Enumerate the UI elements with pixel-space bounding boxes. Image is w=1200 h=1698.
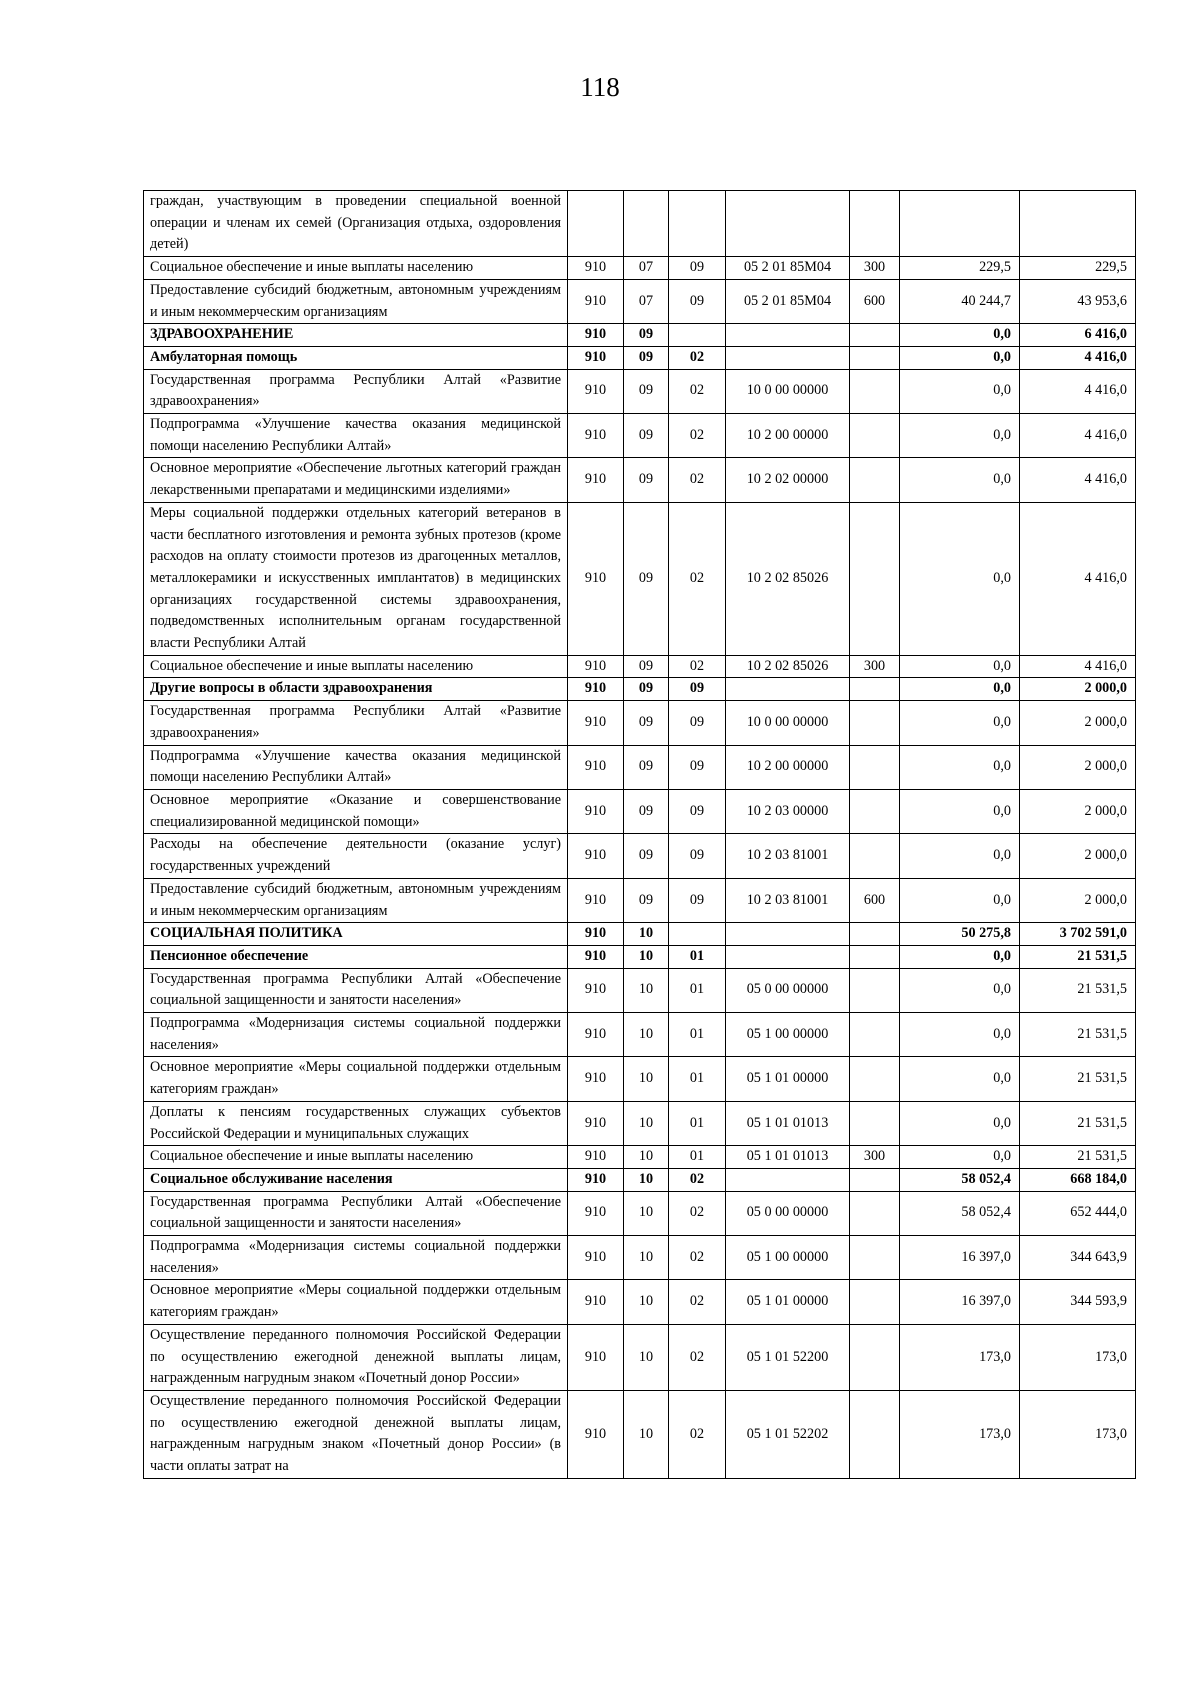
amount-year2-cell xyxy=(1020,191,1136,257)
expense-type-cell xyxy=(850,1101,900,1145)
section-code-cell: 10 xyxy=(624,1168,669,1191)
expense-name-cell: Расходы на обеспечение деятельности (оказание услуг) государственных учреждений xyxy=(144,834,568,878)
amount-year1-cell: 0,0 xyxy=(900,346,1020,369)
amount-year1-cell: 0,0 xyxy=(900,502,1020,655)
expense-name-cell: Подпрограмма «Улучшение качества оказания медицинской помощи населению Республики Алтай» xyxy=(144,745,568,789)
expense-name-cell: Амбулаторная помощь xyxy=(144,346,568,369)
section-code-cell: 09 xyxy=(624,701,669,745)
section-code-cell: 09 xyxy=(624,502,669,655)
admin-code-cell: 910 xyxy=(568,945,624,968)
subsection-code-cell: 01 xyxy=(669,1013,726,1057)
target-article-cell: 10 2 02 85026 xyxy=(726,655,850,678)
amount-year1-cell: 0,0 xyxy=(900,1057,1020,1101)
table-row xyxy=(144,1191,1136,1235)
table-row xyxy=(144,369,1136,413)
table-row xyxy=(144,502,1136,655)
target-article-cell: 05 1 01 01013 xyxy=(726,1146,850,1169)
expense-name-cell: Государственная программа Республики Алтай «Развитие здравоохранения» xyxy=(144,701,568,745)
expense-name-cell: Основное мероприятие «Обеспечение льготных категорий граждан лекарственными препаратами и медицинскими изделиями» xyxy=(144,458,568,502)
expense-type-cell xyxy=(850,1324,900,1390)
table-row xyxy=(144,191,1136,257)
expense-name-cell: граждан, участвующим в проведении специальной военной операции и членам их семей (Организация отдыха, оздоровления детей) xyxy=(144,191,568,257)
section-code-cell: 09 xyxy=(624,458,669,502)
amount-year2-cell: 4 416,0 xyxy=(1020,502,1136,655)
section-code-cell: 10 xyxy=(624,1146,669,1169)
subsection-code-cell: 01 xyxy=(669,1146,726,1169)
target-article-cell: 10 2 03 00000 xyxy=(726,789,850,833)
target-article-cell xyxy=(726,1168,850,1191)
expense-name-cell: Предоставление субсидий бюджетным, автономным учреждениям и иным некоммерческим организациям xyxy=(144,279,568,323)
expense-name-cell: Осуществление переданного полномочия Российской Федерации по осуществлению ежегодной денежной выплаты лицам, награжденным нагрудным знаком «Почетный донор России» xyxy=(144,1324,568,1390)
amount-year2-cell: 2 000,0 xyxy=(1020,678,1136,701)
expense-type-cell xyxy=(850,191,900,257)
section-code-cell: 10 xyxy=(624,968,669,1012)
section-code-cell: 10 xyxy=(624,1013,669,1057)
target-article-cell: 05 1 00 00000 xyxy=(726,1013,850,1057)
section-code-cell: 07 xyxy=(624,279,669,323)
expense-name-cell: Государственная программа Республики Алтай «Обеспечение социальной защищенности и занятости населения» xyxy=(144,968,568,1012)
amount-year1-cell: 173,0 xyxy=(900,1390,1020,1478)
subsection-code-cell: 09 xyxy=(669,701,726,745)
amount-year2-cell: 4 416,0 xyxy=(1020,369,1136,413)
section-code-cell: 09 xyxy=(624,789,669,833)
expense-name-cell: ЗДРАВООХРАНЕНИЕ xyxy=(144,324,568,347)
expense-name-cell: Подпрограмма «Модернизация системы социальной поддержки населения» xyxy=(144,1013,568,1057)
subsection-code-cell: 02 xyxy=(669,414,726,458)
amount-year1-cell: 0,0 xyxy=(900,1146,1020,1169)
subsection-code-cell: 09 xyxy=(669,257,726,280)
expense-name-cell: Основное мероприятие «Меры социальной поддержки отдельным категориям граждан» xyxy=(144,1280,568,1324)
section-code-cell: 09 xyxy=(624,678,669,701)
admin-code-cell: 910 xyxy=(568,458,624,502)
expense-name-cell: Доплаты к пенсиям государственных служащих субъектов Российской Федерации и муниципальных служащих xyxy=(144,1101,568,1145)
expense-type-cell xyxy=(850,1280,900,1324)
expense-type-cell: 600 xyxy=(850,279,900,323)
expense-type-cell xyxy=(850,789,900,833)
admin-code-cell: 910 xyxy=(568,1324,624,1390)
target-article-cell xyxy=(726,945,850,968)
amount-year1-cell: 16 397,0 xyxy=(900,1236,1020,1280)
section-code-cell: 10 xyxy=(624,1324,669,1390)
target-article-cell xyxy=(726,346,850,369)
amount-year2-cell: 668 184,0 xyxy=(1020,1168,1136,1191)
section-code-cell xyxy=(624,191,669,257)
section-code-cell: 10 xyxy=(624,1101,669,1145)
table-row xyxy=(144,789,1136,833)
admin-code-cell: 910 xyxy=(568,324,624,347)
target-article-cell: 05 0 00 00000 xyxy=(726,1191,850,1235)
admin-code-cell xyxy=(568,191,624,257)
table-row xyxy=(144,1280,1136,1324)
section-code-cell: 10 xyxy=(624,923,669,946)
expense-type-cell xyxy=(850,1013,900,1057)
amount-year1-cell: 0,0 xyxy=(900,678,1020,701)
section-code-cell: 09 xyxy=(624,745,669,789)
expense-name-cell: Подпрограмма «Модернизация системы социальной поддержки населения» xyxy=(144,1236,568,1280)
admin-code-cell: 910 xyxy=(568,655,624,678)
subsection-code-cell: 01 xyxy=(669,945,726,968)
amount-year2-cell: 2 000,0 xyxy=(1020,701,1136,745)
admin-code-cell: 910 xyxy=(568,279,624,323)
expense-type-cell xyxy=(850,1191,900,1235)
expense-name-cell: Пенсионное обеспечение xyxy=(144,945,568,968)
expense-type-cell xyxy=(850,1236,900,1280)
target-article-cell: 10 2 00 00000 xyxy=(726,745,850,789)
section-code-cell: 10 xyxy=(624,945,669,968)
amount-year2-cell: 2 000,0 xyxy=(1020,834,1136,878)
amount-year1-cell: 50 275,8 xyxy=(900,923,1020,946)
expense-type-cell xyxy=(850,1168,900,1191)
amount-year1-cell: 0,0 xyxy=(900,369,1020,413)
amount-year1-cell: 0,0 xyxy=(900,789,1020,833)
target-article-cell: 05 0 00 00000 xyxy=(726,968,850,1012)
expense-type-cell xyxy=(850,701,900,745)
amount-year1-cell: 0,0 xyxy=(900,745,1020,789)
amount-year2-cell: 344 643,9 xyxy=(1020,1236,1136,1280)
table-row xyxy=(144,1390,1136,1478)
admin-code-cell: 910 xyxy=(568,968,624,1012)
target-article-cell: 05 2 01 85М04 xyxy=(726,279,850,323)
target-article-cell: 05 1 01 00000 xyxy=(726,1057,850,1101)
target-article-cell: 05 1 01 52200 xyxy=(726,1324,850,1390)
admin-code-cell: 910 xyxy=(568,1191,624,1235)
subsection-code-cell: 02 xyxy=(669,346,726,369)
target-article-cell: 10 2 03 81001 xyxy=(726,834,850,878)
table-row xyxy=(144,701,1136,745)
amount-year1-cell: 0,0 xyxy=(900,968,1020,1012)
table-row xyxy=(144,1168,1136,1191)
expense-name-cell: Социальное обеспечение и иные выплаты населению xyxy=(144,655,568,678)
section-code-cell: 09 xyxy=(624,369,669,413)
amount-year2-cell: 21 531,5 xyxy=(1020,945,1136,968)
expense-name-cell: Основное мероприятие «Меры социальной поддержки отдельным категориям граждан» xyxy=(144,1057,568,1101)
amount-year2-cell: 344 593,9 xyxy=(1020,1280,1136,1324)
amount-year2-cell: 21 531,5 xyxy=(1020,1013,1136,1057)
target-article-cell: 10 0 00 00000 xyxy=(726,701,850,745)
expense-type-cell xyxy=(850,346,900,369)
table-row xyxy=(144,745,1136,789)
amount-year2-cell: 6 416,0 xyxy=(1020,324,1136,347)
amount-year2-cell: 43 953,6 xyxy=(1020,279,1136,323)
amount-year2-cell: 21 531,5 xyxy=(1020,1146,1136,1169)
table-row xyxy=(144,279,1136,323)
admin-code-cell: 910 xyxy=(568,257,624,280)
table-row xyxy=(144,1101,1136,1145)
expense-type-cell xyxy=(850,745,900,789)
expense-type-cell xyxy=(850,945,900,968)
subsection-code-cell: 02 xyxy=(669,1191,726,1235)
expense-name-cell: Подпрограмма «Улучшение качества оказания медицинской помощи населению Республики Алтай» xyxy=(144,414,568,458)
table-row xyxy=(144,257,1136,280)
target-article-cell: 10 2 02 85026 xyxy=(726,502,850,655)
table-row xyxy=(144,655,1136,678)
expense-type-cell xyxy=(850,923,900,946)
amount-year1-cell: 0,0 xyxy=(900,878,1020,922)
amount-year1-cell: 0,0 xyxy=(900,834,1020,878)
amount-year1-cell: 40 244,7 xyxy=(900,279,1020,323)
expense-name-cell: Предоставление субсидий бюджетным, автономным учреждениям и иным некоммерческим организациям xyxy=(144,878,568,922)
target-article-cell: 05 1 01 00000 xyxy=(726,1280,850,1324)
admin-code-cell: 910 xyxy=(568,346,624,369)
admin-code-cell: 910 xyxy=(568,1146,624,1169)
amount-year2-cell: 4 416,0 xyxy=(1020,346,1136,369)
amount-year2-cell: 4 416,0 xyxy=(1020,458,1136,502)
amount-year1-cell: 0,0 xyxy=(900,414,1020,458)
admin-code-cell: 910 xyxy=(568,369,624,413)
amount-year2-cell: 2 000,0 xyxy=(1020,878,1136,922)
section-code-cell: 09 xyxy=(624,324,669,347)
amount-year2-cell: 652 444,0 xyxy=(1020,1191,1136,1235)
amount-year2-cell: 21 531,5 xyxy=(1020,1101,1136,1145)
page-number: 118 xyxy=(580,72,620,102)
expense-name-cell: Государственная программа Республики Алтай «Обеспечение социальной защищенности и занятости населения» xyxy=(144,1191,568,1235)
subsection-code-cell: 09 xyxy=(669,678,726,701)
target-article-cell: 05 2 01 85М04 xyxy=(726,257,850,280)
admin-code-cell: 910 xyxy=(568,745,624,789)
target-article-cell: 10 2 00 00000 xyxy=(726,414,850,458)
section-code-cell: 10 xyxy=(624,1280,669,1324)
amount-year1-cell: 0,0 xyxy=(900,458,1020,502)
amount-year2-cell: 173,0 xyxy=(1020,1324,1136,1390)
section-code-cell: 09 xyxy=(624,346,669,369)
expense-name-cell: Основное мероприятие «Оказание и совершенствование специализированной медицинской помощи» xyxy=(144,789,568,833)
table-row xyxy=(144,878,1136,922)
amount-year1-cell: 0,0 xyxy=(900,324,1020,347)
subsection-code-cell: 02 xyxy=(669,1168,726,1191)
expense-name-cell: Социальное обеспечение и иные выплаты населению xyxy=(144,257,568,280)
table-row xyxy=(144,945,1136,968)
table-row xyxy=(144,414,1136,458)
expense-name-cell: Социальное обслуживание населения xyxy=(144,1168,568,1191)
subsection-code-cell: 09 xyxy=(669,789,726,833)
subsection-code-cell: 02 xyxy=(669,1390,726,1478)
amount-year2-cell: 3 702 591,0 xyxy=(1020,923,1136,946)
amount-year2-cell: 21 531,5 xyxy=(1020,1057,1136,1101)
amount-year2-cell: 173,0 xyxy=(1020,1390,1136,1478)
amount-year1-cell: 0,0 xyxy=(900,1101,1020,1145)
expense-name-cell: Социальное обеспечение и иные выплаты населению xyxy=(144,1146,568,1169)
table-row xyxy=(144,678,1136,701)
expense-name-cell: Осуществление переданного полномочия Российской Федерации по осуществлению ежегодной денежной выплаты лицам, награжденным нагрудным знаком «Почетный донор России» (в части оплаты затрат на xyxy=(144,1390,568,1478)
subsection-code-cell xyxy=(669,324,726,347)
amount-year1-cell: 0,0 xyxy=(900,1013,1020,1057)
amount-year1-cell: 173,0 xyxy=(900,1324,1020,1390)
expense-type-cell: 300 xyxy=(850,257,900,280)
target-article-cell: 10 2 02 00000 xyxy=(726,458,850,502)
table-row xyxy=(144,1057,1136,1101)
expense-type-cell: 300 xyxy=(850,655,900,678)
subsection-code-cell: 02 xyxy=(669,1236,726,1280)
admin-code-cell: 910 xyxy=(568,1168,624,1191)
admin-code-cell: 910 xyxy=(568,1280,624,1324)
target-article-cell: 10 2 03 81001 xyxy=(726,878,850,922)
subsection-code-cell xyxy=(669,923,726,946)
expense-name-cell: СОЦИАЛЬНАЯ ПОЛИТИКА xyxy=(144,923,568,946)
subsection-code-cell: 02 xyxy=(669,369,726,413)
amount-year2-cell: 4 416,0 xyxy=(1020,414,1136,458)
section-code-cell: 09 xyxy=(624,414,669,458)
admin-code-cell: 910 xyxy=(568,1101,624,1145)
subsection-code-cell: 09 xyxy=(669,834,726,878)
amount-year2-cell: 21 531,5 xyxy=(1020,968,1136,1012)
expense-type-cell xyxy=(850,1390,900,1478)
section-code-cell: 09 xyxy=(624,878,669,922)
admin-code-cell: 910 xyxy=(568,701,624,745)
expense-type-cell xyxy=(850,1057,900,1101)
admin-code-cell: 910 xyxy=(568,789,624,833)
admin-code-cell: 910 xyxy=(568,1013,624,1057)
amount-year1-cell xyxy=(900,191,1020,257)
admin-code-cell: 910 xyxy=(568,1236,624,1280)
amount-year1-cell: 0,0 xyxy=(900,655,1020,678)
subsection-code-cell xyxy=(669,191,726,257)
admin-code-cell: 910 xyxy=(568,834,624,878)
target-article-cell: 05 1 00 00000 xyxy=(726,1236,850,1280)
table-row xyxy=(144,346,1136,369)
target-article-cell xyxy=(726,923,850,946)
amount-year1-cell: 0,0 xyxy=(900,701,1020,745)
amount-year1-cell: 16 397,0 xyxy=(900,1280,1020,1324)
expense-type-cell: 600 xyxy=(850,878,900,922)
expense-name-cell: Другие вопросы в области здравоохранения xyxy=(144,678,568,701)
amount-year1-cell: 58 052,4 xyxy=(900,1191,1020,1235)
section-code-cell: 07 xyxy=(624,257,669,280)
amount-year2-cell: 229,5 xyxy=(1020,257,1136,280)
budget-table xyxy=(143,190,1136,1479)
subsection-code-cell: 02 xyxy=(669,502,726,655)
target-article-cell: 05 1 01 01013 xyxy=(726,1101,850,1145)
subsection-code-cell: 01 xyxy=(669,1101,726,1145)
table-row xyxy=(144,834,1136,878)
section-code-cell: 09 xyxy=(624,834,669,878)
expense-type-cell xyxy=(850,458,900,502)
section-code-cell: 10 xyxy=(624,1236,669,1280)
amount-year1-cell: 0,0 xyxy=(900,945,1020,968)
subsection-code-cell: 09 xyxy=(669,745,726,789)
amount-year1-cell: 229,5 xyxy=(900,257,1020,280)
table-row xyxy=(144,968,1136,1012)
admin-code-cell: 910 xyxy=(568,1057,624,1101)
amount-year2-cell: 2 000,0 xyxy=(1020,789,1136,833)
expense-name-cell: Меры социальной поддержки отдельных категорий ветеранов в части бесплатного изготовления и ремонта зубных протезов (кроме расходов на оплату стоимости протезов из драгоценных металлов, металлокерамики и искусственных имплантатов) в медицинских организациях государственной системы здравоохранения, подведомственных исполнительным органам государственной власти Республики Алтай xyxy=(144,502,568,655)
expense-type-cell xyxy=(850,678,900,701)
subsection-code-cell: 01 xyxy=(669,968,726,1012)
expense-type-cell xyxy=(850,502,900,655)
table-row xyxy=(144,1236,1136,1280)
table-row xyxy=(144,923,1136,946)
admin-code-cell: 910 xyxy=(568,1390,624,1478)
expense-name-cell: Государственная программа Республики Алтай «Развитие здравоохранения» xyxy=(144,369,568,413)
admin-code-cell: 910 xyxy=(568,678,624,701)
admin-code-cell: 910 xyxy=(568,878,624,922)
target-article-cell xyxy=(726,191,850,257)
admin-code-cell: 910 xyxy=(568,414,624,458)
expense-type-cell xyxy=(850,324,900,347)
table-row xyxy=(144,1013,1136,1057)
amount-year1-cell: 58 052,4 xyxy=(900,1168,1020,1191)
subsection-code-cell: 09 xyxy=(669,878,726,922)
target-article-cell xyxy=(726,324,850,347)
subsection-code-cell: 09 xyxy=(669,279,726,323)
subsection-code-cell: 02 xyxy=(669,1280,726,1324)
admin-code-cell: 910 xyxy=(568,923,624,946)
amount-year2-cell: 4 416,0 xyxy=(1020,655,1136,678)
expense-type-cell xyxy=(850,414,900,458)
section-code-cell: 10 xyxy=(624,1057,669,1101)
expense-type-cell xyxy=(850,968,900,1012)
subsection-code-cell: 02 xyxy=(669,1324,726,1390)
amount-year2-cell: 2 000,0 xyxy=(1020,745,1136,789)
table-row xyxy=(144,458,1136,502)
target-article-cell xyxy=(726,678,850,701)
subsection-code-cell: 02 xyxy=(669,458,726,502)
table-row xyxy=(144,1146,1136,1169)
section-code-cell: 10 xyxy=(624,1390,669,1478)
table-row xyxy=(144,1324,1136,1390)
admin-code-cell: 910 xyxy=(568,502,624,655)
section-code-cell: 09 xyxy=(624,655,669,678)
section-code-cell: 10 xyxy=(624,1191,669,1235)
table-row xyxy=(144,324,1136,347)
expense-type-cell xyxy=(850,834,900,878)
target-article-cell: 10 0 00 00000 xyxy=(726,369,850,413)
expense-type-cell xyxy=(850,369,900,413)
subsection-code-cell: 01 xyxy=(669,1057,726,1101)
expense-type-cell: 300 xyxy=(850,1146,900,1169)
table-body xyxy=(144,191,1136,1479)
target-article-cell: 05 1 01 52202 xyxy=(726,1390,850,1478)
subsection-code-cell: 02 xyxy=(669,655,726,678)
